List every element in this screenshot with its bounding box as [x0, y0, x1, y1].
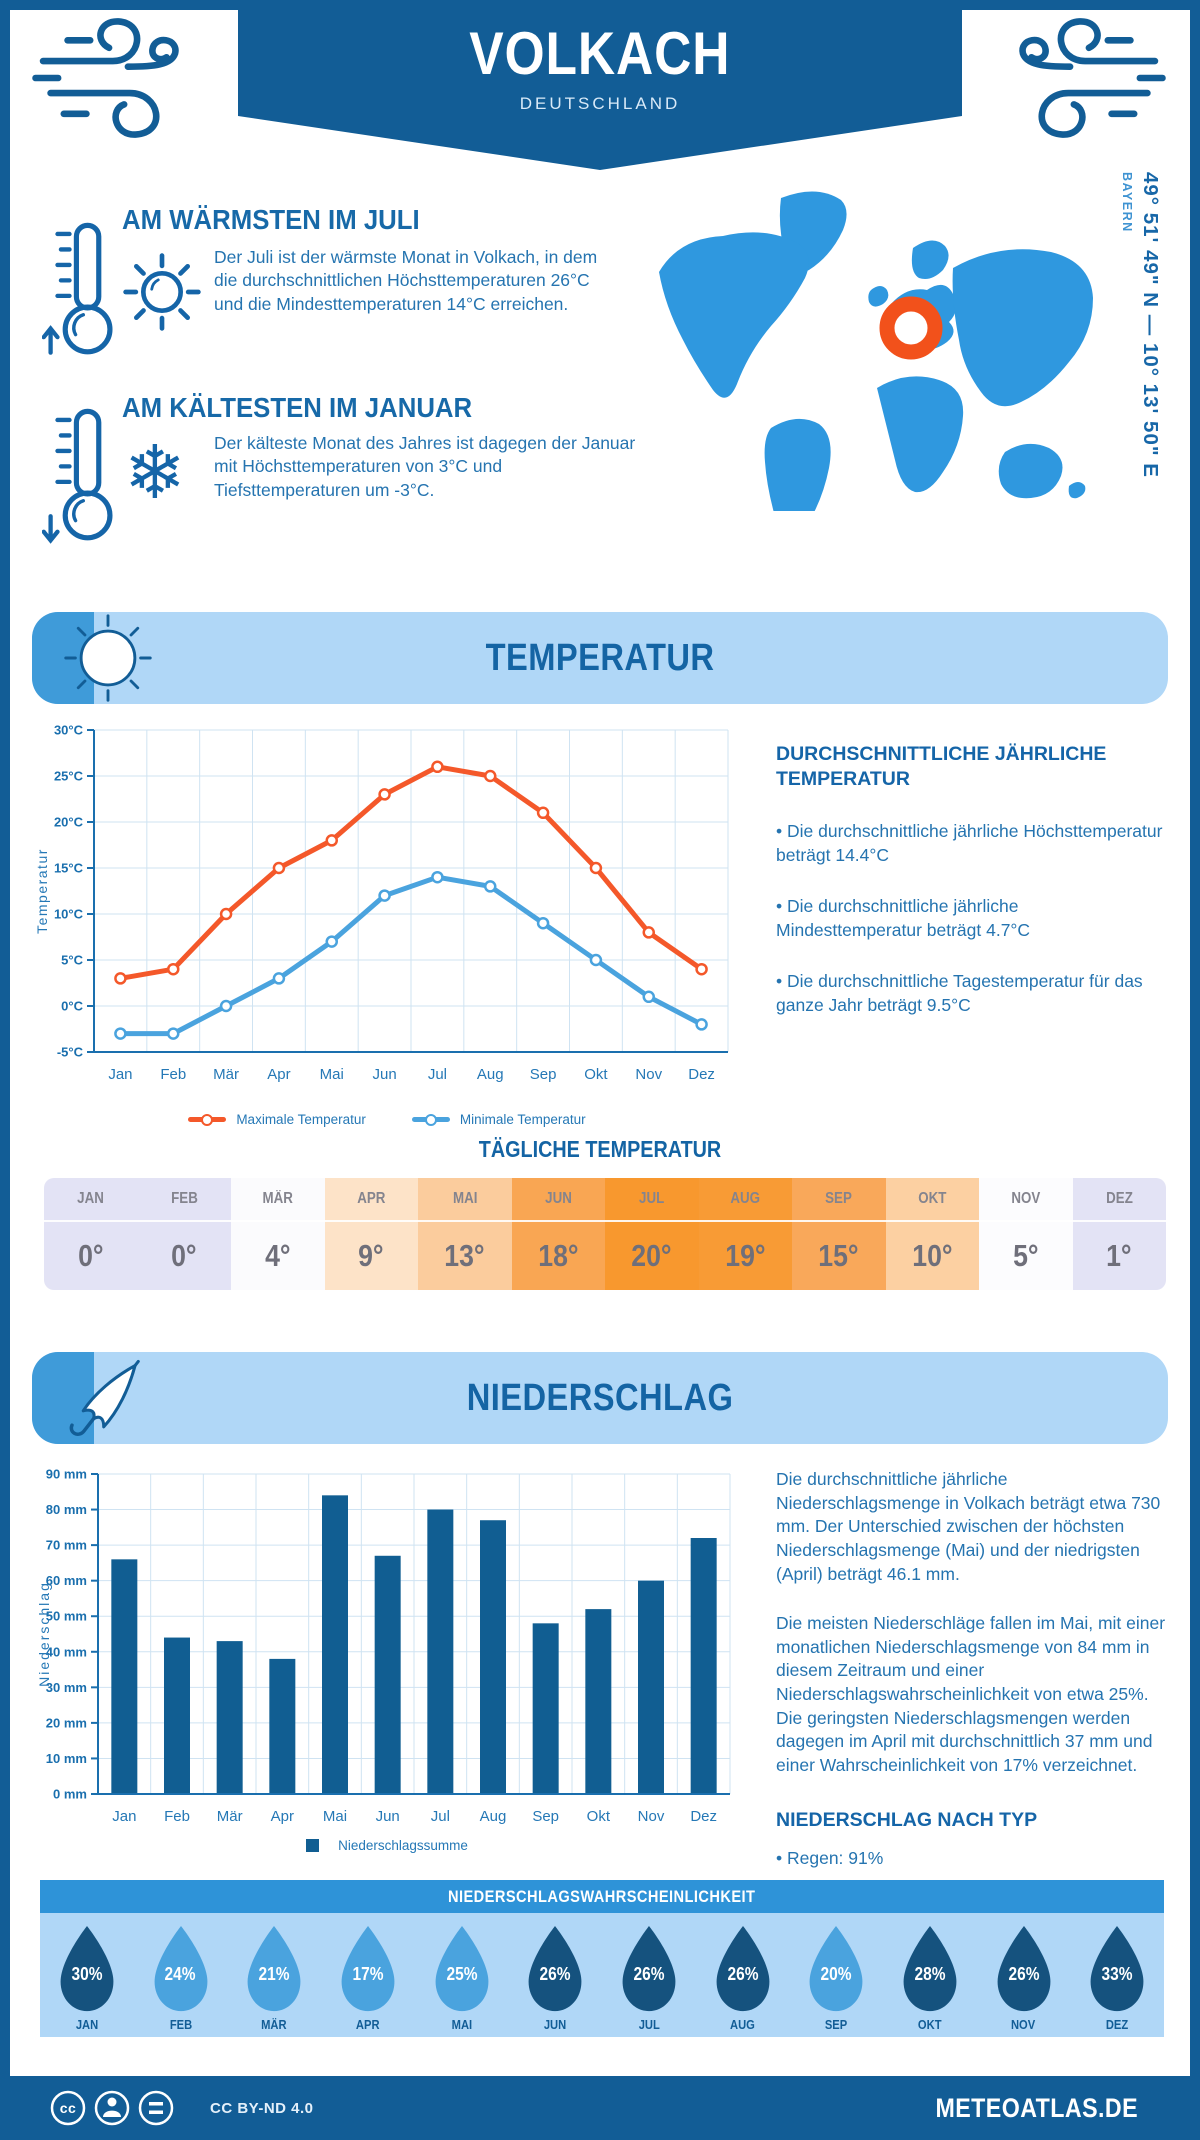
svg-text:Feb: Feb — [164, 1808, 190, 1825]
svg-text:-5°C: -5°C — [56, 1044, 83, 1060]
probability-month-column — [134, 1913, 228, 2037]
probability-value: 24% — [165, 1964, 196, 1984]
probability-value: 30% — [71, 1964, 103, 1984]
svg-text:Nov: Nov — [637, 1808, 665, 1825]
svg-text:Aug: Aug — [476, 1066, 504, 1083]
daily-temp-cell — [418, 1178, 512, 1290]
daily-temp-month: AUG — [699, 1178, 793, 1220]
raindrop-icon — [612, 1924, 686, 2014]
daily-temp-cell — [512, 1178, 606, 1290]
probability-month-column — [321, 1913, 415, 2037]
daily-temp-month: APR — [325, 1178, 419, 1220]
daily-temp-value: 15° — [792, 1220, 886, 1290]
svg-text:Temperatur: Temperatur — [34, 848, 50, 934]
probability-value: 20% — [820, 1964, 852, 1984]
probability-month: DEZ — [1106, 2017, 1129, 2032]
precip-bar — [691, 1538, 717, 1794]
svg-text:cc: cc — [59, 2100, 77, 2116]
legend-label: Maximale Temperatur — [236, 1112, 366, 1127]
world-map — [652, 176, 1104, 511]
umbrella-icon — [60, 1350, 160, 1454]
raindrop-icon — [50, 1924, 124, 2014]
daily-temp-value: 1° — [1073, 1220, 1167, 1290]
probability-month-column — [789, 1913, 883, 2037]
precip-bar — [217, 1641, 243, 1794]
svg-text:Jun: Jun — [375, 1808, 400, 1825]
annual-bullet: • Die durchschnittliche Tagestemperatur für das ganze Jahr beträgt 9.5°C — [776, 971, 1143, 1016]
svg-text:Sep: Sep — [532, 1808, 560, 1825]
thermometer-up-icon — [42, 210, 128, 368]
svg-text:Feb: Feb — [160, 1066, 187, 1083]
header-banner — [238, 0, 962, 116]
svg-text:Niederschlag: Niederschlag — [36, 1581, 52, 1687]
probability-month-column — [1070, 1913, 1164, 2037]
daily-temp-month: MAI — [418, 1178, 512, 1220]
annual-bullet: • Die durchschnittliche jährliche Mindesttemperatur beträgt 4.7°C — [776, 896, 1031, 940]
thermometer-down-icon — [42, 396, 128, 554]
legend-item — [188, 1112, 366, 1127]
probability-value: 21% — [258, 1964, 290, 1984]
svg-text:10°C: 10°C — [53, 906, 83, 922]
svg-text:Jul: Jul — [427, 1066, 448, 1083]
daily-temp-value: 0° — [44, 1220, 138, 1290]
svg-text:15°C: 15°C — [53, 860, 83, 876]
svg-text:60 mm: 60 mm — [45, 1573, 87, 1589]
svg-text:10 mm: 10 mm — [45, 1750, 87, 1766]
svg-text:Apr: Apr — [267, 1066, 291, 1083]
probability-month: AUG — [730, 2017, 755, 2032]
precip-bar — [269, 1659, 295, 1794]
daily-temp-cell — [231, 1178, 325, 1290]
temperature-chart-legend — [34, 1112, 740, 1127]
coldest-text: Der kälteste Monat des Jahres ist dagegen der Januar mit Höchsttemperaturen von 3°C und Tiefsttemperaturen um -3°C. — [214, 433, 636, 500]
probability-month: MAI — [451, 2017, 472, 2032]
raindrop-icon — [237, 1924, 311, 2014]
daily-temp-cell — [44, 1178, 138, 1290]
precipitation-type-bullet: • Regen: 91% — [776, 1848, 884, 1869]
daily-temp-cell — [886, 1178, 980, 1290]
footer — [0, 2076, 1200, 2140]
raindrop-icon — [987, 1924, 1061, 2014]
daily-temp-value: 9° — [325, 1220, 419, 1290]
legend-line-marker — [412, 1117, 450, 1122]
precipitation-column — [776, 1468, 1172, 1907]
svg-text:Apr: Apr — [270, 1808, 295, 1825]
legend-label: Minimale Temperatur — [459, 1112, 586, 1127]
precipitation-chart-legend — [34, 1838, 740, 1853]
legend-dot — [425, 1114, 437, 1126]
temperature-banner-title: TEMPERATUR — [485, 636, 715, 679]
probability-month: APR — [356, 2017, 380, 2032]
daily-temp-value: 5° — [979, 1220, 1073, 1290]
probability-value: 26% — [727, 1964, 759, 1984]
daily-temp-cell — [325, 1178, 419, 1290]
legend-item — [412, 1112, 586, 1127]
probability-month: OKT — [918, 2017, 942, 2032]
svg-text:Mai: Mai — [319, 1066, 344, 1083]
probability-month-column — [602, 1913, 696, 2037]
annual-bullet: • Die durchschnittliche jährliche Höchsttemperatur beträgt 14.4°C — [776, 820, 1163, 865]
svg-text:90 mm: 90 mm — [45, 1466, 87, 1482]
page-title: VOLKACH — [469, 20, 731, 87]
daily-temp-cell — [1073, 1178, 1167, 1290]
daily-temperature-heading: TÄGLICHE TEMPERATUR — [478, 1136, 722, 1162]
daily-temp-cell — [792, 1178, 886, 1290]
probability-value: 26% — [539, 1964, 571, 1984]
svg-text:Jan: Jan — [112, 1808, 137, 1825]
precipitation-banner-title: NIEDERSCHLAG — [466, 1376, 734, 1419]
daily-temp-month: JAN — [44, 1178, 138, 1220]
precipitation-bar-chart — [34, 1460, 740, 1844]
license-text: CC BY-ND 4.0 — [210, 2099, 314, 2117]
daily-temp-value: 10° — [886, 1220, 980, 1290]
probability-month: MÄR — [261, 2017, 287, 2032]
daily-temp-month: FEB — [138, 1178, 232, 1220]
cc-license-icons — [46, 2086, 196, 2130]
daily-temp-value: 18° — [512, 1220, 606, 1290]
precip-bar — [427, 1510, 453, 1794]
snowflake-icon: ❄ — [124, 430, 187, 516]
daily-temperature-table — [44, 1178, 1166, 1290]
precip-bar — [322, 1495, 348, 1794]
license-block — [46, 2086, 314, 2130]
precip-bar — [480, 1520, 506, 1794]
temperature-banner — [32, 612, 1168, 704]
probability-value: 26% — [1008, 1964, 1040, 1984]
svg-text:Sep: Sep — [529, 1066, 557, 1083]
svg-text:Jan: Jan — [108, 1066, 133, 1083]
probability-month-column — [696, 1913, 790, 2037]
raindrop-icon — [706, 1924, 780, 2014]
svg-text:Aug: Aug — [479, 1808, 507, 1825]
probability-value: 33% — [1101, 1964, 1133, 1984]
probability-month-column — [227, 1913, 321, 2037]
daily-temp-month: MÄR — [231, 1178, 325, 1220]
coldest-title: AM KÄLTESTEN IM JANUAR — [122, 392, 473, 423]
probability-value: 17% — [352, 1964, 384, 1984]
raindrop-icon — [331, 1924, 405, 2014]
svg-text:80 mm: 80 mm — [45, 1502, 87, 1518]
daily-temp-month: OKT — [886, 1178, 980, 1220]
svg-text:Okt: Okt — [584, 1066, 608, 1083]
probability-month: JUN — [544, 2017, 567, 2032]
probability-month: SEP — [825, 2017, 848, 2032]
precip-bar — [533, 1623, 559, 1794]
svg-text:30°C: 30°C — [53, 722, 83, 738]
precipitation-probability-heading: NIEDERSCHLAGSWAHRSCHEINLICHKEIT — [40, 1880, 1164, 1913]
legend-item — [306, 1838, 468, 1853]
precip-bar — [111, 1559, 137, 1794]
legend-line-marker — [188, 1117, 226, 1122]
wind-icon — [1004, 12, 1172, 144]
daily-temp-value: 20° — [605, 1220, 699, 1290]
warmest-title: AM WÄRMSTEN IM JULI — [122, 204, 420, 235]
probability-month-column — [40, 1913, 134, 2037]
legend-label: Niederschlagssumme — [338, 1838, 468, 1853]
precipitation-banner — [32, 1352, 1168, 1444]
svg-text:Jul: Jul — [430, 1808, 450, 1825]
probability-month-column — [977, 1913, 1071, 2037]
probability-value: 26% — [633, 1964, 665, 1984]
svg-text:Dez: Dez — [688, 1066, 715, 1083]
precip-bar — [375, 1556, 401, 1794]
probability-value: 28% — [914, 1964, 946, 1984]
raindrop-icon — [144, 1924, 218, 2014]
precip-bar — [638, 1581, 664, 1794]
svg-text:20°C: 20°C — [53, 814, 83, 830]
precip-bar — [585, 1609, 611, 1794]
raindrop-icon — [893, 1924, 967, 2014]
svg-text:25°C: 25°C — [53, 768, 83, 784]
annual-temperature-heading: DURCHSCHNITTLICHE JÄHRLICHE TEMPERATUR — [776, 743, 1107, 790]
svg-text:Dez: Dez — [690, 1808, 718, 1825]
daily-temp-cell — [138, 1178, 232, 1290]
svg-text:20 mm: 20 mm — [45, 1715, 87, 1731]
daily-temp-cell — [605, 1178, 699, 1290]
raindrop-icon — [425, 1924, 499, 2014]
raindrop-icon — [518, 1924, 592, 2014]
daily-temp-month: JUL — [605, 1178, 699, 1220]
annual-temperature-column — [776, 742, 1168, 1018]
daily-temp-value: 0° — [138, 1220, 232, 1290]
raindrop-icon — [799, 1924, 873, 2014]
probability-month-column — [883, 1913, 977, 2037]
region-text: BAYERN — [1120, 172, 1134, 233]
page-subtitle: DEUTSCHLAND — [519, 94, 681, 113]
svg-text:Okt: Okt — [586, 1808, 611, 1825]
svg-text:0°C: 0°C — [61, 998, 83, 1014]
daily-temp-cell — [979, 1178, 1073, 1290]
probability-month: JAN — [75, 2017, 99, 2032]
daily-temp-value: 4° — [231, 1220, 325, 1290]
sun-badge-icon — [60, 610, 156, 706]
probability-month: JUL — [638, 2017, 660, 2032]
svg-text:50 mm: 50 mm — [45, 1608, 87, 1624]
daily-temp-month: DEZ — [1073, 1178, 1167, 1220]
daily-temp-month: NOV — [979, 1178, 1073, 1220]
legend-dot — [201, 1114, 213, 1126]
coordinates-text: 49° 51' 49" N — 10° 13' 50" E — [1139, 172, 1162, 478]
warmest-text: Der Juli ist der wärmste Monat in Volkach, in dem die durchschnittlichen Höchsttemperaturen 26°C und die Mindesttemperaturen 14°C erreichen. — [214, 247, 598, 314]
svg-text:Mai: Mai — [322, 1808, 348, 1825]
legend-square-marker — [306, 1839, 319, 1852]
svg-text:0 mm: 0 mm — [53, 1786, 87, 1802]
daily-temp-month: JUN — [512, 1178, 606, 1220]
svg-text:Mär: Mär — [216, 1808, 243, 1825]
probability-month-column — [415, 1913, 509, 2037]
daily-temp-month: SEP — [792, 1178, 886, 1220]
daily-temp-value: 19° — [699, 1220, 793, 1290]
probability-month: FEB — [169, 2017, 192, 2032]
daily-temp-cell — [699, 1178, 793, 1290]
probability-month: NOV — [1011, 2017, 1036, 2032]
precipitation-paragraph: Die meisten Niederschläge fallen im Mai, mit einer monatlichen Niederschlagsmenge von 84 mm in diesem Zeitraum und einer Niederschlagswahrscheinlichkeit von etwa 25%. Die geringsten Niederschlagsmengen werden dagegen im April mit durchschnittlich 37 mm und einer Wahrscheinlichkeit von 17% verzeichnet. — [776, 1613, 1166, 1775]
raindrop-icon — [1080, 1924, 1154, 2014]
svg-text:30 mm: 30 mm — [45, 1679, 87, 1695]
svg-text:Nov: Nov — [635, 1066, 663, 1083]
coordinates-block — [1120, 172, 1162, 612]
precip-bar — [164, 1638, 190, 1794]
daily-temp-value: 13° — [418, 1220, 512, 1290]
precipitation-probability-strip — [40, 1913, 1164, 2037]
precipitation-type-heading: NIEDERSCHLAG NACH TYP — [776, 1808, 1038, 1831]
site-name: METEOATLAS.DE — [934, 2092, 1138, 2123]
svg-text:40 mm: 40 mm — [45, 1644, 87, 1660]
svg-text:5°C: 5°C — [61, 952, 83, 968]
probability-value: 25% — [446, 1964, 478, 1984]
temperature-line-chart — [34, 714, 740, 1106]
svg-text:Jun: Jun — [372, 1066, 397, 1083]
probability-month-column — [508, 1913, 602, 2037]
svg-text:Mär: Mär — [213, 1066, 240, 1083]
wind-icon — [26, 12, 194, 144]
precipitation-paragraph: Die durchschnittliche jährliche Niederschlagsmenge in Volkach beträgt etwa 730 mm. Der Unterschied zwischen der höchsten Niederschlagsmenge (Mai) und der niedrigsten (April) beträgt 46.1 mm. — [776, 1469, 1161, 1584]
sun-icon — [120, 250, 204, 334]
svg-text:70 mm: 70 mm — [45, 1537, 87, 1553]
